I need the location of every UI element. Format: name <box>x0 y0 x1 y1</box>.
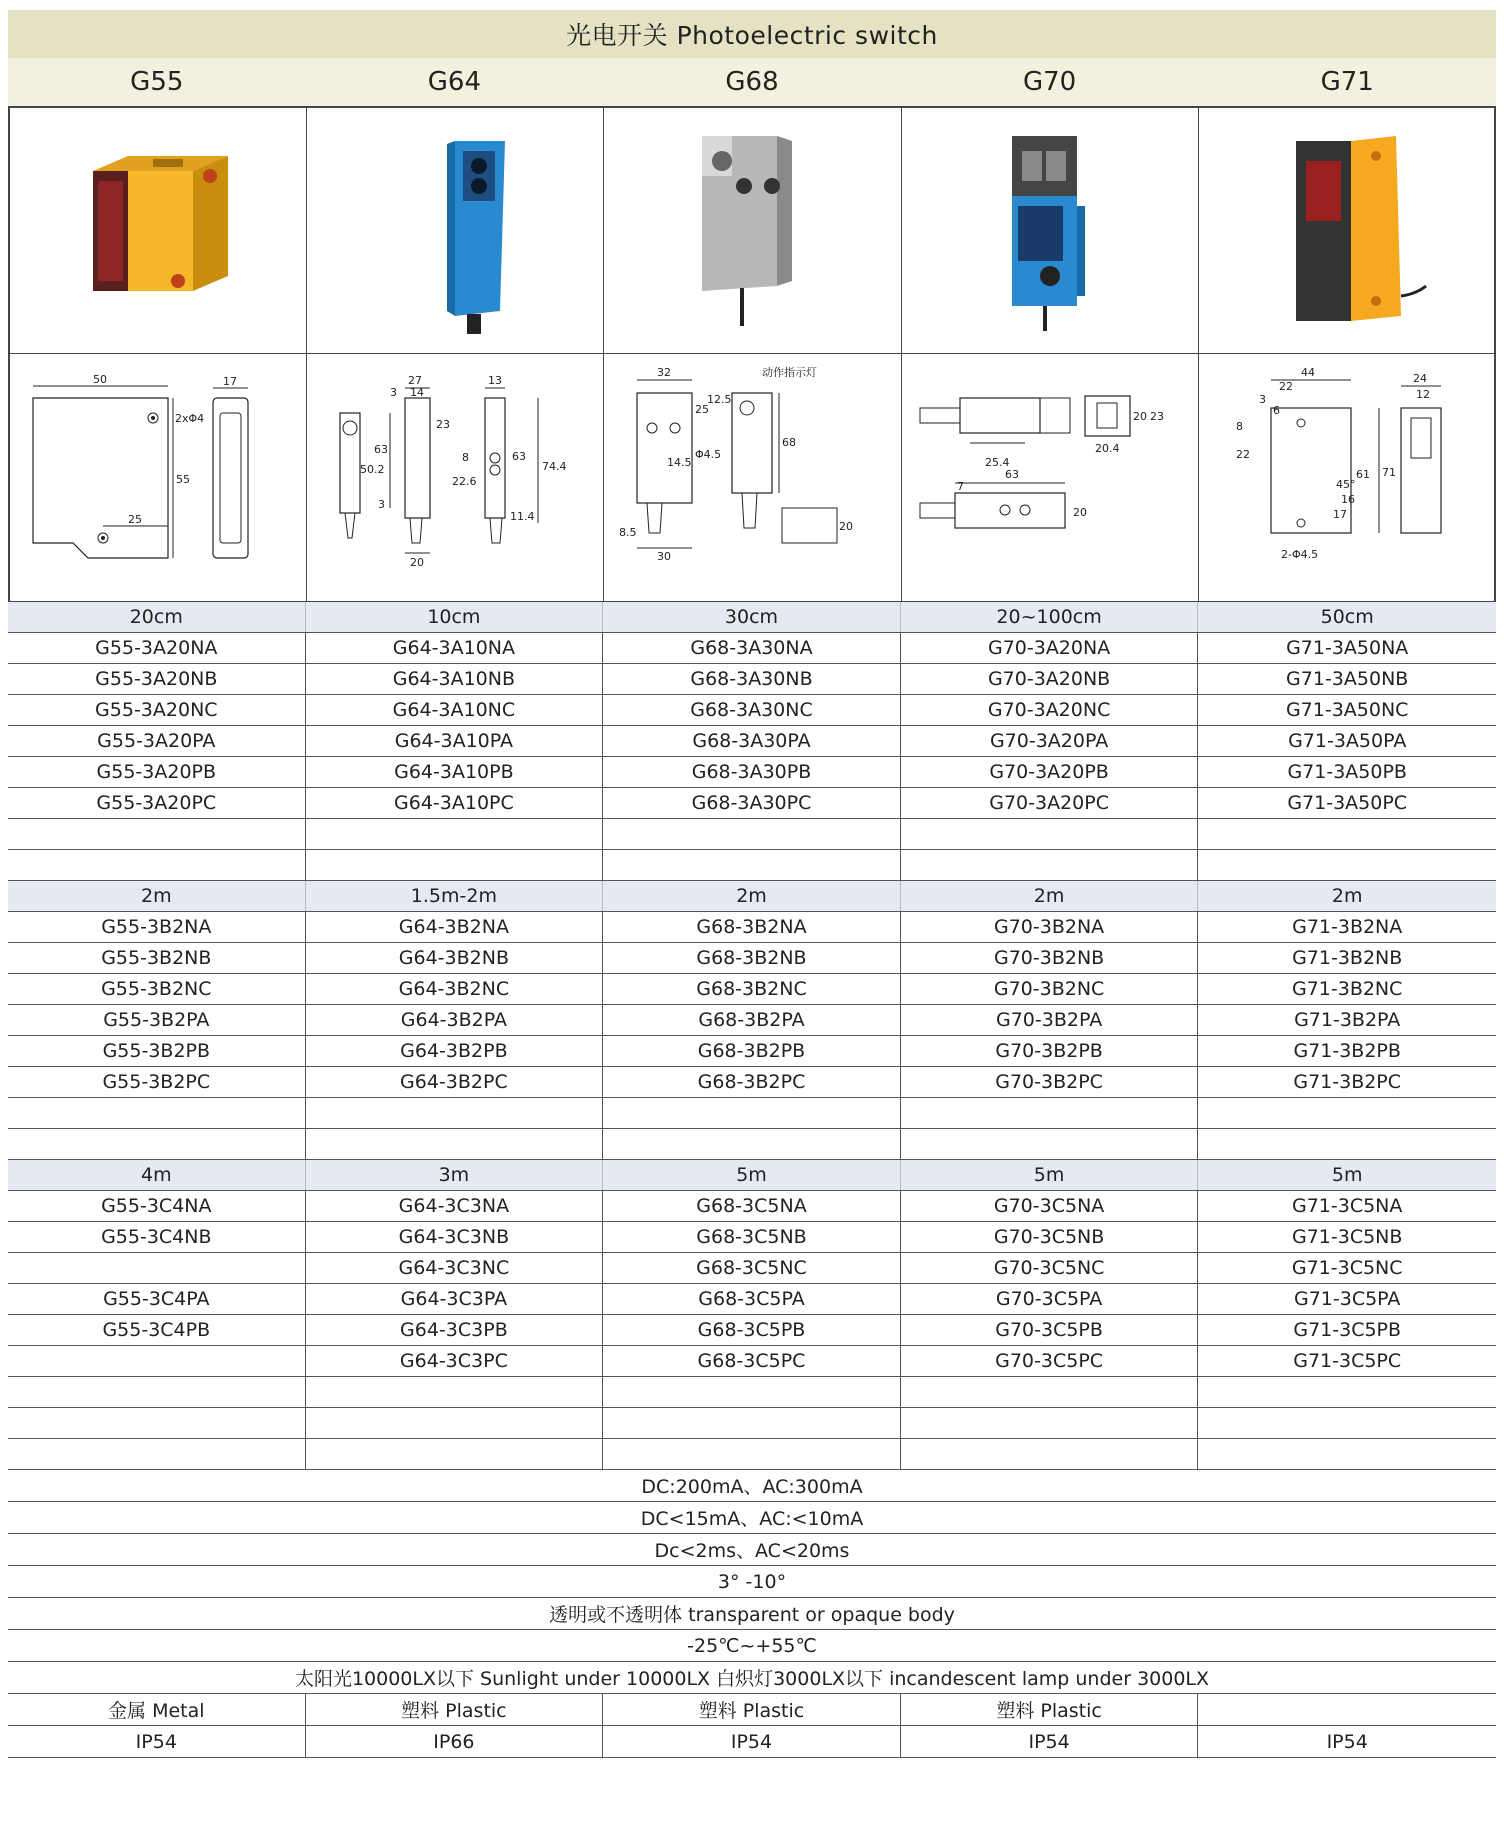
dim-g64-lower: 3 <box>378 497 386 511</box>
model-code-cell: G71-3A50NB <box>1286 668 1409 690</box>
model-code-cell <box>306 850 604 880</box>
dim-g71-left: 8 <box>1236 419 1244 433</box>
model-row <box>8 633 1496 664</box>
model-code-cell: G71-3B2NA <box>1292 916 1403 938</box>
range-cell: 3m <box>306 1160 604 1190</box>
model-code-cell: G64-3C3PA <box>306 1284 604 1314</box>
model-code-cell: G71-3A50PB <box>1287 761 1407 783</box>
model-code-cell <box>306 1439 604 1469</box>
model-code-cell: G71-3B2NB <box>1292 947 1403 969</box>
protection-row <box>8 1726 1496 1758</box>
dim-g68-indicator: 动作指示灯 <box>762 365 818 379</box>
model-code-cell: G64-3A10PA <box>306 726 604 756</box>
dim-g68-base: 30 <box>657 549 672 563</box>
range-cell: 20~100cm <box>901 602 1199 632</box>
model-row <box>8 1036 1496 1067</box>
model-row <box>8 850 1496 881</box>
model-code-cell: G70-3B2NC <box>901 974 1199 1004</box>
dim-g55-width: 50 <box>93 372 108 386</box>
model-code-cell: G68-3B2PC <box>603 1067 901 1097</box>
product-photo-g68 <box>604 108 901 353</box>
spec-row: Dc<2ms、AC<20ms <box>8 1534 1496 1566</box>
dim-g71-height: 71 <box>1382 465 1397 479</box>
spec-sheet <box>8 10 1496 1758</box>
model-code-cell: G55-3B2PA <box>8 1005 306 1035</box>
dim-g64-total: 74.4 <box>542 459 567 473</box>
dim-g64-inner-height: 50.2 <box>360 462 385 476</box>
material-cell: 塑料 Plastic <box>901 1694 1199 1725</box>
model-row <box>8 1408 1496 1439</box>
model-code-cell: G70-3A20PB <box>901 757 1199 787</box>
model-code-cell <box>8 1346 306 1376</box>
model-code-cell: G70-3B2NA <box>901 912 1199 942</box>
product-photo-row <box>8 108 1496 354</box>
model-code-cell: G68-3C5NA <box>603 1191 901 1221</box>
model-row <box>8 757 1496 788</box>
model-code-cell: G68-3C5PC <box>603 1346 901 1376</box>
dim-g71-depth-inner: 12 <box>1416 387 1431 401</box>
dim-g68-tail: 8.5 <box>619 525 637 539</box>
model-code-cell: G68-3A30PB <box>603 757 901 787</box>
protection-cell: IP66 <box>306 1726 604 1757</box>
model-sections <box>8 602 1496 1470</box>
model-code-cell: G68-3C5NC <box>603 1253 901 1283</box>
model-row <box>8 1439 1496 1470</box>
model-code-cell: G70-3B2NB <box>901 943 1199 973</box>
dimension-drawing-g68 <box>604 354 901 601</box>
model-code-cell: G68-3C5NB <box>603 1222 901 1252</box>
model-code-cell: G70-3C5PB <box>901 1315 1199 1345</box>
model-code-cell: G64-3B2NA <box>306 912 604 942</box>
model-code-cell: G70-3A20NC <box>901 695 1199 725</box>
dim-g64-tail: 11.4 <box>510 509 535 523</box>
model-code-cell: G68-3B2PB <box>603 1036 901 1066</box>
model-code-cell: G68-3A30NA <box>603 633 901 663</box>
dim-g64-depth: 13 <box>488 373 503 387</box>
model-row <box>8 1005 1496 1036</box>
model-row <box>8 1129 1496 1160</box>
model-code-cell: G64-3B2NC <box>306 974 604 1004</box>
product-photo-g71 <box>1199 108 1496 353</box>
model-code-cell: G71-3C5NA <box>1291 1195 1403 1217</box>
model-code-cell: G68-3C5PB <box>603 1315 901 1345</box>
model-code-cell <box>901 1377 1199 1407</box>
product-photo-g55 <box>10 108 307 353</box>
spec-rows <box>8 1470 1496 1694</box>
model-code-cell <box>1198 1098 1496 1128</box>
dimension-drawing-row <box>8 354 1496 602</box>
range-header-row <box>8 602 1496 633</box>
range-cell: 30cm <box>603 602 901 632</box>
model-code-cell <box>306 1377 604 1407</box>
model-code-cell: G64-3C3NA <box>306 1191 604 1221</box>
range-cell: 10cm <box>306 602 604 632</box>
dim-g71-top-offset: 6 <box>1273 403 1281 417</box>
model-row <box>8 1098 1496 1129</box>
model-code-cell: G55-3B2NB <box>8 943 306 973</box>
spec-row: DC<15mA、AC:<10mA <box>8 1502 1496 1534</box>
model-header-g70: G70 <box>1022 67 1077 97</box>
model-code-cell: G68-3B2PA <box>603 1005 901 1035</box>
product-photo-g70 <box>902 108 1199 353</box>
protection-cell: IP54 <box>901 1726 1199 1757</box>
dim-g64-lower-hole: 22.6 <box>452 474 477 488</box>
model-code-cell <box>8 1377 306 1407</box>
model-code-cell: G55-3B2NC <box>8 974 306 1004</box>
model-code-cell <box>8 850 306 880</box>
model-code-cell: G70-3B2PA <box>901 1005 1199 1035</box>
model-row <box>8 1253 1496 1284</box>
model-code-cell <box>603 1439 901 1469</box>
model-row <box>8 912 1496 943</box>
model-code-cell: G71-3B2PA <box>1294 1009 1401 1031</box>
model-code-cell: G55-3B2PC <box>8 1067 306 1097</box>
dim-g55-height: 55 <box>176 472 191 486</box>
model-code-cell: G64-3C3PB <box>306 1315 604 1345</box>
model-code-cell <box>603 1129 901 1159</box>
model-code-cell: G68-3A30NC <box>603 695 901 725</box>
model-code-cell: G55-3A20NB <box>8 664 306 694</box>
range-header-row <box>8 1160 1496 1191</box>
model-code-cell: G68-3B2NA <box>603 912 901 942</box>
model-code-cell: G64-3B2PB <box>306 1036 604 1066</box>
spec-row: -25℃~+55℃ <box>8 1630 1496 1662</box>
model-code-cell: G55-3C4NA <box>8 1191 306 1221</box>
model-code-cell: G70-3C5NB <box>901 1222 1199 1252</box>
model-header-row <box>8 58 1496 108</box>
model-code-cell: G71-3C5NB <box>1291 1226 1403 1248</box>
range-cell: 5m <box>603 1160 901 1190</box>
model-code-cell: G70-3A20PC <box>901 788 1199 818</box>
spec-row: 透明或不透明体 transparent or opaque body <box>8 1598 1496 1630</box>
model-code-cell <box>8 1408 306 1438</box>
model-code-cell: G64-3A10NC <box>306 695 604 725</box>
dim-g64-inner-width: 14 <box>410 385 425 399</box>
model-code-cell <box>603 1408 901 1438</box>
dim-g68-cable: 20 <box>839 519 854 533</box>
model-code-cell: G64-3B2PA <box>306 1005 604 1035</box>
model-row <box>8 695 1496 726</box>
model-code-cell <box>603 819 901 849</box>
model-code-cell <box>306 1098 604 1128</box>
spec-row: DC:200mA、AC:300mA <box>8 1470 1496 1502</box>
model-code-cell <box>901 1439 1199 1469</box>
range-cell: 5m <box>1331 1164 1363 1186</box>
model-code-cell: G70-3C5PC <box>901 1346 1199 1376</box>
dim-g68-height: 68 <box>782 435 797 449</box>
dim-g71-inner: 61 <box>1356 467 1371 481</box>
dim-g71-holes: 2-Φ4.5 <box>1281 547 1319 561</box>
dim-g70-height: 20 <box>1072 505 1087 519</box>
model-code-cell: G55-3A20PA <box>8 726 306 756</box>
model-code-cell: G70-3B2PC <box>901 1067 1199 1097</box>
model-code-cell: G71-3C5PA <box>1293 1288 1401 1310</box>
dim-g70-length: 63 <box>1004 467 1019 481</box>
dimension-drawing-g71 <box>1199 354 1496 601</box>
model-code-cell <box>1198 850 1496 880</box>
material-cell: 塑料 Plastic <box>306 1694 604 1725</box>
model-code-cell: G70-3C5PA <box>901 1284 1199 1314</box>
model-code-cell: G71-3A50NC <box>1285 699 1409 721</box>
dim-g64-hole-gap: 8 <box>462 450 470 464</box>
dimension-drawing-g55 <box>10 354 307 601</box>
model-code-cell: G71-3C5PC <box>1293 1350 1402 1372</box>
model-row <box>8 1222 1496 1253</box>
range-cell: 2m <box>8 881 306 911</box>
model-row <box>8 1191 1496 1222</box>
material-cell: 金属 Metal <box>8 1694 306 1725</box>
model-code-cell <box>1198 1439 1496 1469</box>
model-code-cell <box>8 819 306 849</box>
model-code-cell: G68-3A30PC <box>603 788 901 818</box>
protection-cell: IP54 <box>603 1726 901 1757</box>
model-row <box>8 1067 1496 1098</box>
range-header-row <box>8 881 1496 912</box>
model-code-cell: G68-3A30PA <box>603 726 901 756</box>
spec-row: 太阳光10000LX以下 Sunlight under 10000LX 白炽灯3000LX以下 incandescent lamp under 3000LX <box>8 1662 1496 1694</box>
protection-cell: IP54 <box>8 1726 306 1757</box>
dim-g64-base: 20 <box>410 555 425 569</box>
model-code-cell <box>1198 1408 1496 1438</box>
model-code-cell: G64-3B2PC <box>306 1067 604 1097</box>
dim-g68-top: 12.5 <box>707 392 732 406</box>
dim-g70-offset: 25.4 <box>984 455 1010 469</box>
model-code-cell <box>1198 1129 1496 1159</box>
model-code-cell: G68-3B2NB <box>603 943 901 973</box>
range-cell: 4m <box>8 1160 306 1190</box>
model-code-cell <box>603 1377 901 1407</box>
dim-g70-front-h: 23 <box>1149 409 1164 423</box>
model-code-cell: G68-3C5PA <box>603 1284 901 1314</box>
model-code-cell: G55-3C4PB <box>8 1315 306 1345</box>
model-code-cell <box>306 1129 604 1159</box>
model-row <box>8 819 1496 850</box>
product-photo-g64 <box>307 108 604 353</box>
model-code-cell <box>901 1408 1199 1438</box>
dim-g71-half: 22 <box>1279 379 1294 393</box>
dim-g55-hole-offset: 25 <box>128 512 143 526</box>
protection-cell: IP54 <box>1326 1730 1368 1753</box>
dim-g71-top: 3 <box>1259 392 1267 406</box>
dim-g68-upper: 25 <box>695 402 710 416</box>
dim-g64-body: 63 <box>374 442 389 456</box>
model-row <box>8 788 1496 819</box>
spec-row: 3° -10° <box>8 1566 1496 1598</box>
model-header-g55: G55 <box>130 67 184 97</box>
range-cell: 50cm <box>1320 606 1374 628</box>
model-code-cell: G64-3C3NB <box>306 1222 604 1252</box>
model-row <box>8 974 1496 1005</box>
page-title: 光电开关 Photoelectric switch <box>8 10 1496 58</box>
dim-g71-left-h: 22 <box>1236 447 1251 461</box>
model-code-cell: G70-3A20NA <box>901 633 1199 663</box>
model-code-cell: G71-3C5NC <box>1291 1257 1403 1279</box>
dim-g71-depth: 24 <box>1413 371 1428 385</box>
range-cell: 2m <box>901 881 1199 911</box>
dim-g71-angle: 45° <box>1336 477 1356 491</box>
model-code-cell: G70-3C5NA <box>901 1191 1199 1221</box>
model-code-cell: G68-3B2NC <box>603 974 901 1004</box>
model-row <box>8 664 1496 695</box>
dim-g55-depth: 17 <box>223 374 238 388</box>
model-row <box>8 1377 1496 1408</box>
dim-g70-tip: 7 <box>956 479 964 493</box>
dim-g64-hole-height: 63 <box>512 449 527 463</box>
model-code-cell: G55-3B2NA <box>8 912 306 942</box>
model-code-cell: G55-3A20NC <box>8 695 306 725</box>
range-cell: 5m <box>901 1160 1199 1190</box>
model-code-cell <box>1198 1377 1496 1407</box>
range-cell: 2m <box>603 881 901 911</box>
model-code-cell: G71-3C5PB <box>1293 1319 1402 1341</box>
material-cell: 塑料 Plastic <box>603 1694 901 1725</box>
range-cell: 20cm <box>8 602 306 632</box>
dim-g55-holes: 2xΦ4 <box>175 411 205 425</box>
material-cell <box>1198 1694 1496 1725</box>
dim-g68-hole-height: 14.5 <box>667 455 692 469</box>
model-code-cell <box>8 1129 306 1159</box>
model-code-cell <box>901 1129 1199 1159</box>
model-header-g64: G64 <box>427 67 481 97</box>
model-code-cell: G71-3A50NA <box>1286 637 1409 659</box>
model-code-cell: G70-3A20PA <box>901 726 1199 756</box>
model-code-cell <box>901 850 1199 880</box>
model-row <box>8 943 1496 974</box>
model-code-cell: G64-3A10NA <box>306 633 604 663</box>
model-code-cell <box>603 850 901 880</box>
dim-g71-width: 44 <box>1301 365 1316 379</box>
model-code-cell: G55-3A20PB <box>8 757 306 787</box>
model-code-cell <box>8 1253 306 1283</box>
model-code-cell <box>901 1098 1199 1128</box>
model-code-cell: G70-3B2PB <box>901 1036 1199 1066</box>
model-code-cell <box>901 819 1199 849</box>
model-code-cell: G70-3C5NC <box>901 1253 1199 1283</box>
model-code-cell <box>306 1408 604 1438</box>
material-row <box>8 1694 1496 1726</box>
dim-g71-bottom: 16 <box>1341 492 1356 506</box>
range-cell: 2m <box>1331 885 1363 907</box>
dim-g71-bottom-2: 17 <box>1333 507 1348 521</box>
dim-g64-offset: 3 <box>390 385 398 399</box>
dim-g70-front-w: 20 <box>1132 409 1147 423</box>
model-code-cell: G71-3A50PC <box>1287 792 1408 814</box>
model-code-cell: G64-3B2NB <box>306 943 604 973</box>
model-row <box>8 1315 1496 1346</box>
model-code-cell <box>8 1439 306 1469</box>
model-code-cell: G64-3A10PB <box>306 757 604 787</box>
dim-g68-width: 32 <box>657 365 672 379</box>
dimension-drawing-g64 <box>307 354 604 601</box>
model-code-cell: G64-3C3PC <box>306 1346 604 1376</box>
model-code-cell <box>306 819 604 849</box>
model-code-cell: G64-3C3NC <box>306 1253 604 1283</box>
model-code-cell <box>603 1098 901 1128</box>
model-code-cell: G64-3A10NB <box>306 664 604 694</box>
model-code-cell: G68-3A30NB <box>603 664 901 694</box>
model-code-cell: G71-3B2NC <box>1291 978 1403 1000</box>
model-code-cell <box>1198 819 1496 849</box>
model-code-cell: G55-3B2PB <box>8 1036 306 1066</box>
model-code-cell: G71-3A50PA <box>1288 730 1407 752</box>
model-code-cell: G70-3A20NB <box>901 664 1199 694</box>
model-code-cell: G71-3B2PC <box>1293 1071 1402 1093</box>
model-row <box>8 726 1496 757</box>
range-cell: 1.5m-2m <box>306 881 604 911</box>
model-row <box>8 1346 1496 1377</box>
model-code-cell: G71-3B2PB <box>1293 1040 1401 1062</box>
dimension-drawing-g70 <box>902 354 1199 601</box>
model-header-g71: G71 <box>1320 67 1374 97</box>
dim-g64-top-width: 27 <box>408 373 423 387</box>
dim-g68-hole: Φ4.5 <box>695 447 722 461</box>
model-code-cell <box>8 1098 306 1128</box>
dim-g70-front-base: 20.4 <box>1094 441 1120 455</box>
model-code-cell: G55-3C4PA <box>8 1284 306 1314</box>
model-row <box>8 1284 1496 1315</box>
model-code-cell: G64-3A10PC <box>306 788 604 818</box>
model-header-g68: G68 <box>725 67 779 97</box>
model-code-cell: G55-3A20PC <box>8 788 306 818</box>
model-code-cell: G55-3A20NA <box>8 633 306 663</box>
dim-g64-upper: 23 <box>436 417 451 431</box>
model-code-cell: G55-3C4NB <box>8 1222 306 1252</box>
